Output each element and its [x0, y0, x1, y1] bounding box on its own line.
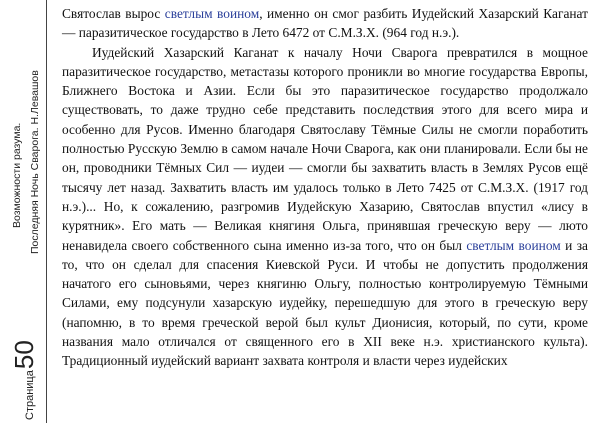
page-sidebar [0, 0, 46, 423]
page-number: 50 [9, 340, 39, 370]
paragraph-1-text-b: , именно он смог разбить Иудейский Хазарский Каганат — паразитическое государство в Лето 6472 от С.М.З.Х. (964 год н.э.). [62, 6, 588, 41]
page-number-label [11, 340, 37, 420]
paragraph-2-text-a: Иудейский Хазарский Каганат к началу Ночи Сварога превратился в мощное паразитическое государство, метастазы которого проникли во многие государства Европы, Ближнего Востока и Азии. Если бы это паразитическое государство продолжало существовать, то даже трудно себе представить последствия этого для всего мира и особенно для Русов. Именно благодаря Святославу Тёмные Силы не смогли поработить полностью Русскую Землю в самом начале Ночи Сварога, как они планировали. Если бы не он, проводники Тёмных Сил — иудеи — смогли бы захватить власть в Землях Русов ещё тысячу лет назад. Захватить власть им удалось только в Лето 7425 от С.М.З.Х. (1917 год н.э.)... Но, к сожалению, разгромив Иудейскую Хазарию, Святослав впустил «лису в курятник». Его мать — Великая княгиня Ольга, принявшая греческую веру — люто ненавидела своего собственного сына именно из-за того, что он был [62, 44, 588, 253]
paragraph-1-text-a: Святослав вырос [62, 6, 165, 21]
sidebar-book-title: Возможности разума. [11, 122, 23, 228]
paragraph-2 [62, 43, 588, 371]
sidebar-divider [46, 0, 47, 423]
link-svetlym-voinom-2[interactable]: светлым воином [466, 237, 561, 253]
page-word: Страница [24, 370, 36, 420]
paragraph-2-text-b: и за то, что он сделал для спасения Киевской Руси. И чтобы не допустить продолжения начатого его сыновьями, через княгиню Ольгу, полностью контролируемую Тёмными Силами, ему подсунули хазарскую иудейку, перешедшую для этого в греческую веру (напомню, в то время греческой верой был культ Дионисия, который, по сути, кроме названия мало отличался от священного его в XII веке н.э. христианского культа). Традиционный иудейский вариант захвата контроля и власти через иудейских [62, 237, 588, 369]
link-svetlym-voinom-1[interactable]: светлым воином [164, 6, 260, 21]
paragraph-1 [62, 4, 588, 43]
body-text [62, 4, 588, 371]
sidebar-book-subtitle: Последняя Ночь Сварога. Н.Левашов [29, 70, 41, 254]
